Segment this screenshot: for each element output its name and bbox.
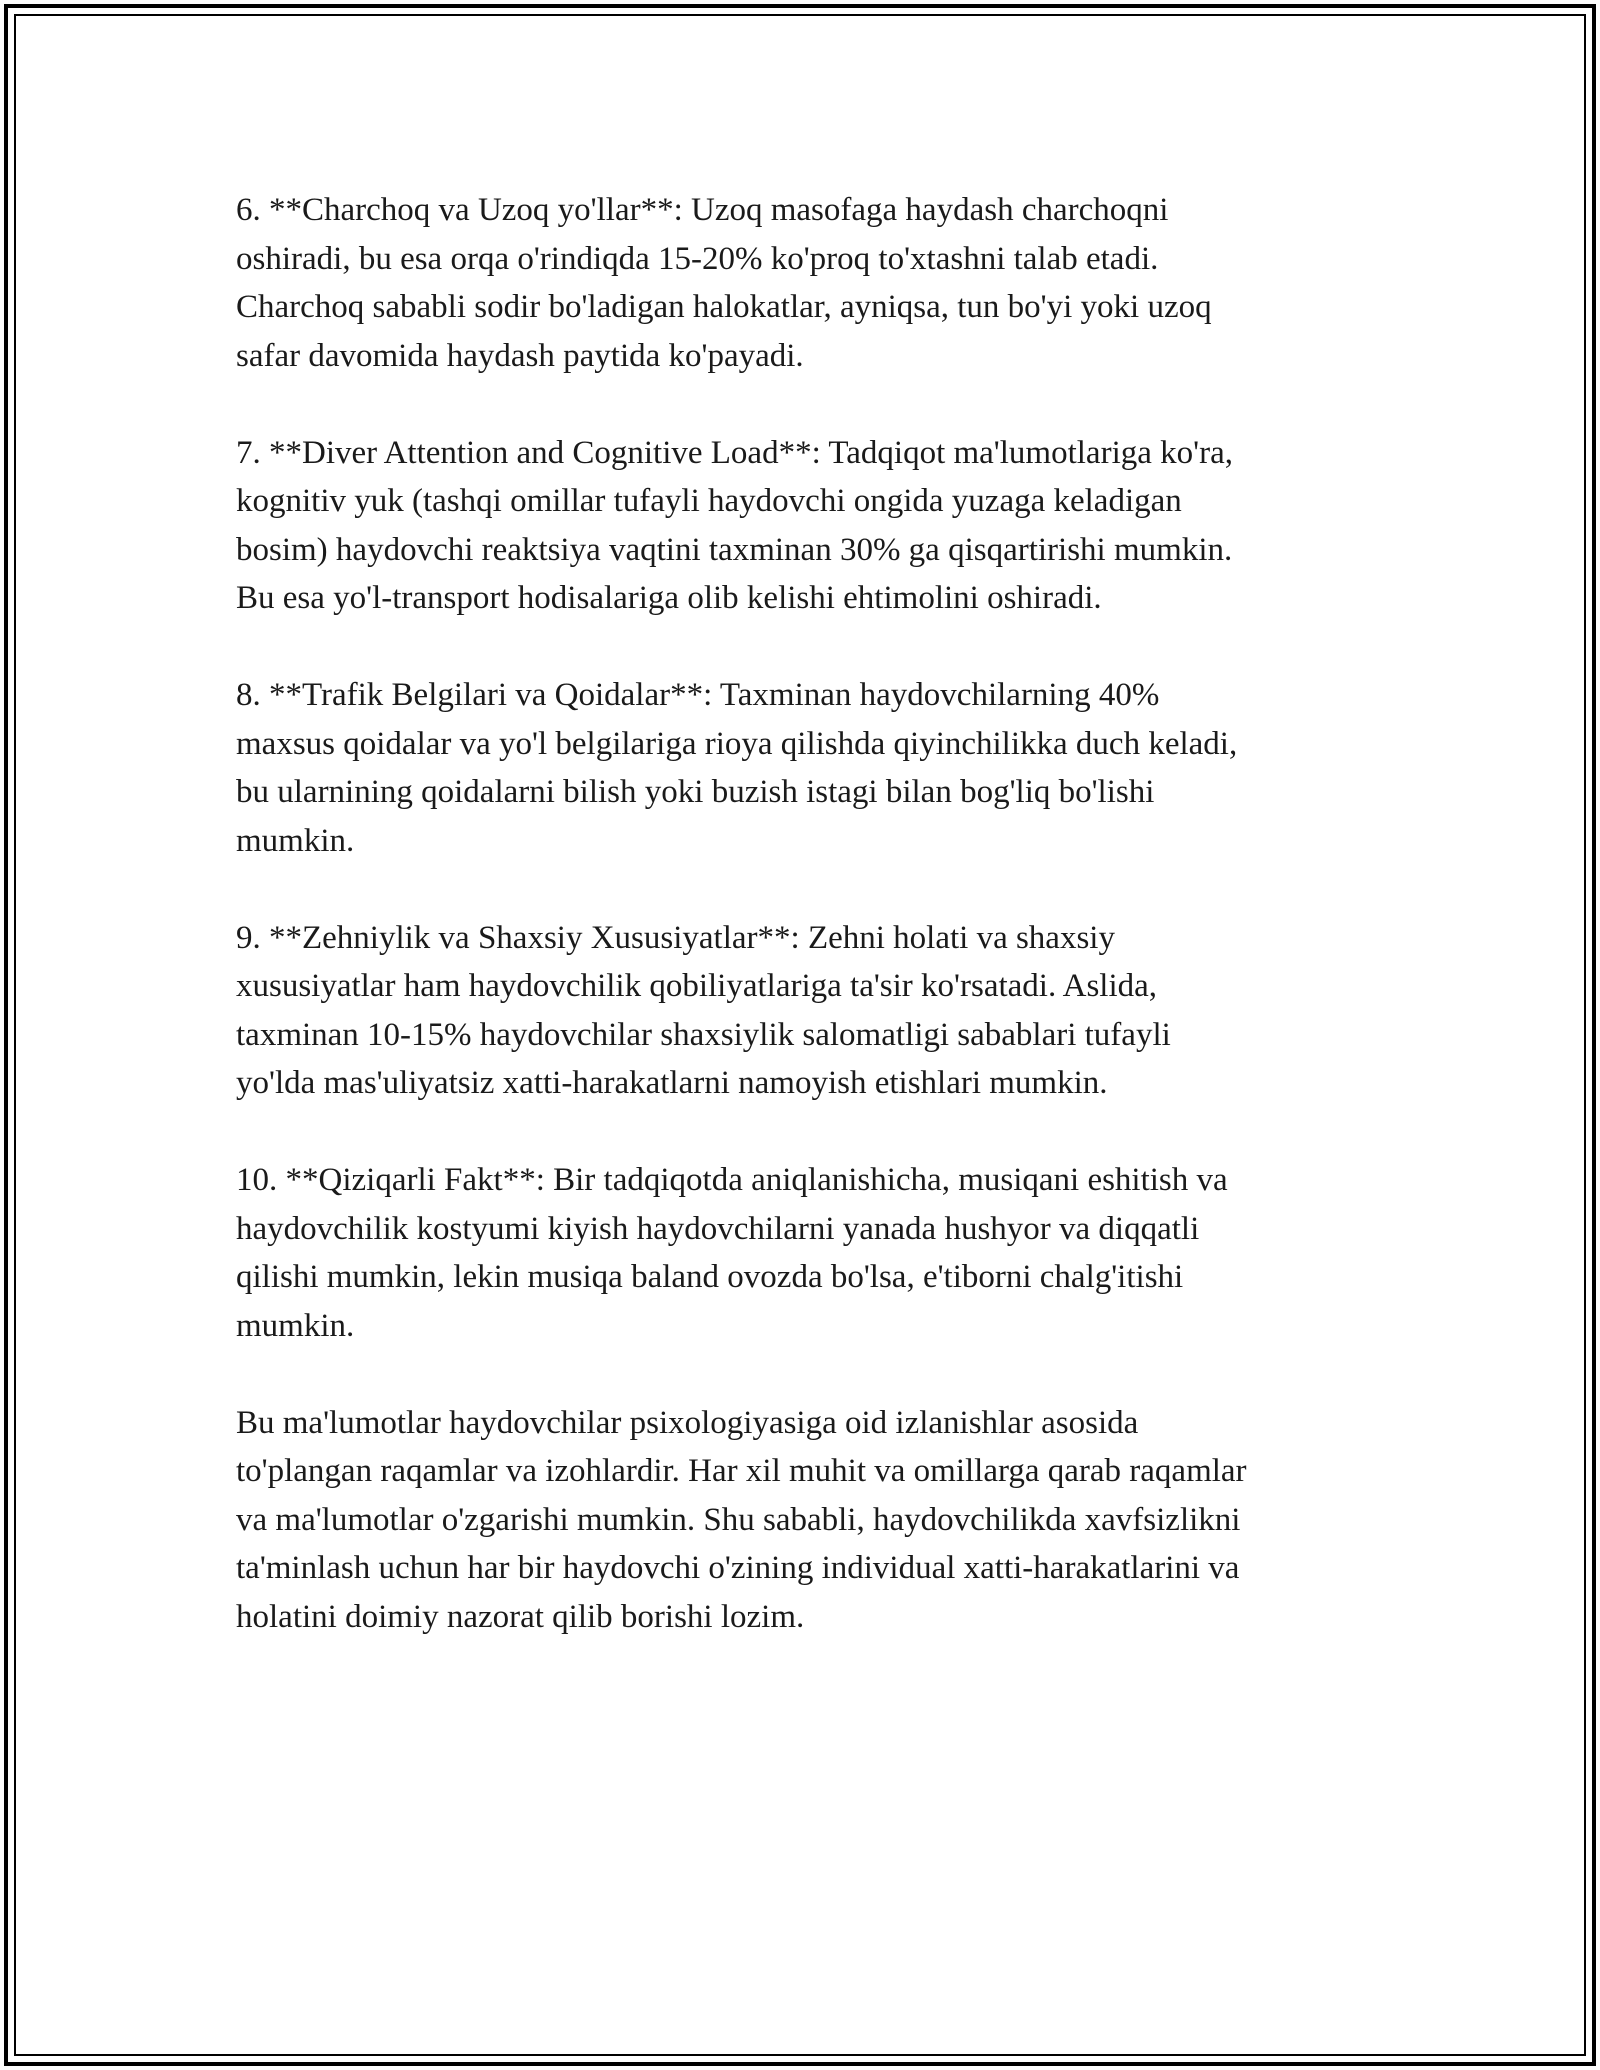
paragraph-conclusion: Bu ma'lumotlar haydovchilar psixologiyasiga oid izlanishlar asosida to'plangan raqamlar va izohlardir. Har xil muhit va omillarga qarab raqamlar va ma'lumotlar o'zgarishi mumkin. Shu sababli, haydovchilikda xavfsizlikni ta'minlash uchun har bir haydovchi o'zining individual xatti-harakatlarini va holatini doimiy nazorat qilib borishi lozim. (236, 1404, 1247, 1635)
paragraph-item-8: 8. **Trafik Belgilari va Qoidalar**: Taxminan haydovchilarning 40% maxsus qoidalar va yo'l belgilariga rioya qilishda qiyinchilikka duch keladi, bu ularnining qoidalarni bilish yoki buzish istagi bilan bog'liq bo'lishi mumkin. (236, 677, 1238, 859)
paragraph-item-10: 10. **Qiziqarli Fakt**: Bir tadqiqotda aniqlanishicha, musiqani eshitish va haydovchilik kostyumi kiyish haydovchilarni yanada hushyor va diqqatli qilishi mumkin, lekin musiqa baland ovozda bo'lsa, e'tiborni chalg'itishi mumkin. (236, 1162, 1228, 1344)
paragraph-item-6: 6. **Charchoq va Uzoq yo'llar**: Uzoq masofaga haydash charchoqni oshiradi, bu esa orqa o'rindiqda 15-20% ko'proq to'xtashni talab etadi. Charchoq sababli sodir bo'ladigan halokatlar, ayniqsa, tun bo'yi yoki uzoq safar davomida haydash paytida ko'payadi. (236, 192, 1212, 374)
paragraph-item-9: 9. **Zehniylik va Shaxsiy Xususiyatlar**: Zehni holati va shaxsiy xususiyatlar ham haydovchilik qobiliyatlariga ta'sir ko'rsatadi. Aslida, taxminan 10-15% haydovchilar shaxsiylik salomatligi sabablari tufayli yo'lda mas'uliyatsiz xatti-harakatlarni namoyish etishlari mumkin. (236, 919, 1171, 1101)
document-body (236, 186, 1376, 1641)
paragraph-item-7: 7. **Diver Attention and Cognitive Load**: Tadqiqot ma'lumotlariga ko'ra, kognitiv yuk (tashqi omillar tufayli haydovchi ongida yuzaga keladigan bosim) haydovchi reaktsiya vaqtini taxminan 30% ga qisqartirishi mumkin. Bu esa yo'l-transport hodisalariga olib kelishi ehtimolini oshiradi. (236, 434, 1233, 616)
